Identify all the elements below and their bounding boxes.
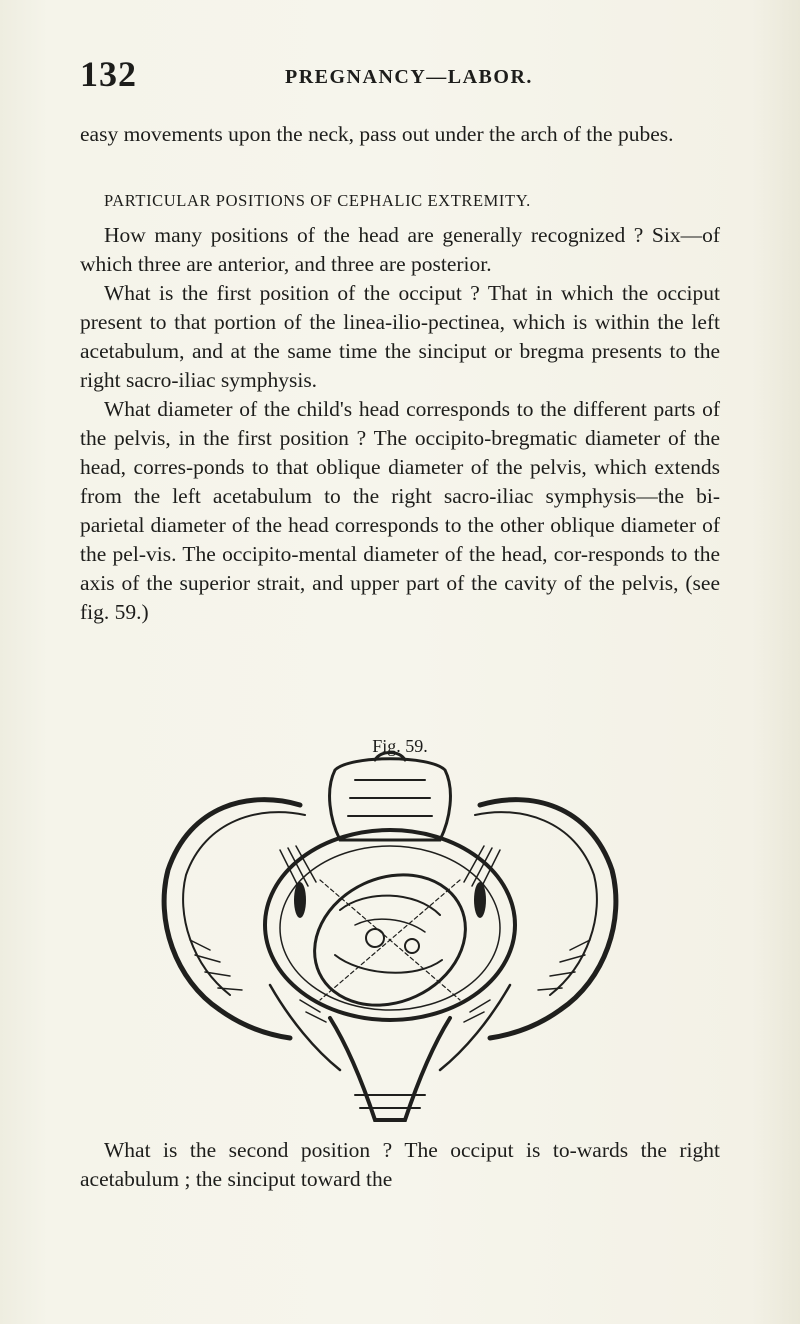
text-block-bottom [80, 1136, 720, 1194]
paragraph-second-position: What is the second position ? The occiput is to-wards the right acetabulum ; the sinciput toward the [80, 1138, 720, 1191]
pelvis-illustration [150, 750, 630, 1125]
paragraph-first-position: What is the first position of the occiput ? That in which the occiput present to that portion of the linea-ilio-pectinea, which is within the left acetabulum, and at the same time the sinciput or bregma presents to the right sacro-iliac symphysis. [80, 281, 720, 392]
text-block-top [80, 120, 720, 149]
paragraph-positions: How many positions of the head are generally recognized ? Six—of which three are anterior, and three are posterior. [80, 223, 720, 276]
section-heading: PARTICULAR POSITIONS OF CEPHALIC EXTREMITY. [104, 191, 531, 210]
page-header [80, 52, 720, 96]
paragraph-continuation: easy movements upon the neck, pass out under the arch of the pubes. [80, 122, 674, 146]
paragraph-diameter: What diameter of the child's head corresponds to the different parts of the pelvis, in the first position ? The occipito-bregmatic diameter of the head, corres-ponds to that oblique diameter of the pelvis, which extends from the left acetabulum to the right sacro-iliac symphysis—the bi-parietal diameter of the head corresponds to the other oblique diameter of the pel-vis. The occipito-mental diameter of the head, cor-responds to the axis of the superior strait, and upper part of the cavity of the pelvis, (see fig. 59.) [80, 397, 720, 624]
figure-caption: Fig. 59. [372, 736, 428, 756]
running-head: PREGNANCY—LABOR. [285, 66, 533, 88]
page-number: 132 [80, 54, 137, 94]
pubic-symphysis [330, 1018, 450, 1120]
text-block-main [80, 221, 720, 627]
sacrum [330, 759, 451, 840]
